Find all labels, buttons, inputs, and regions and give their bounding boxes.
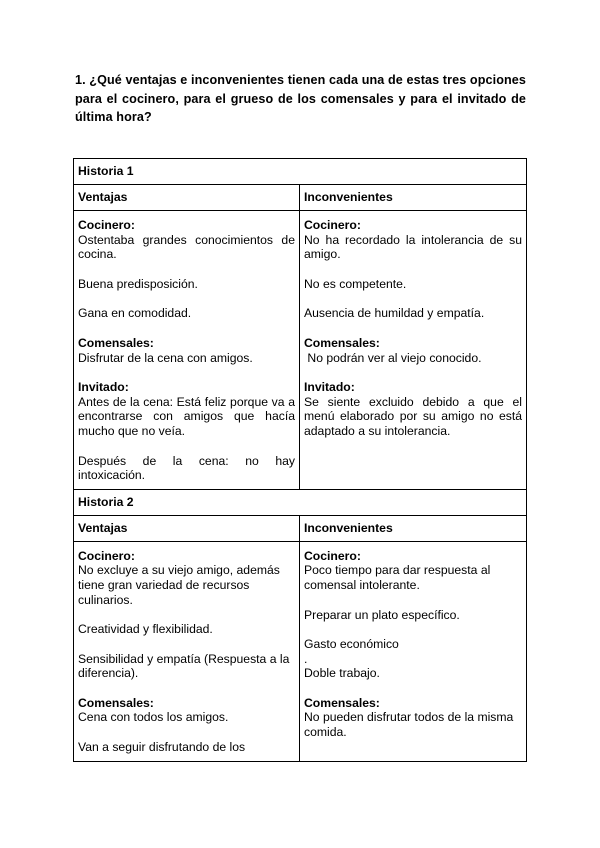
story-1-ventajas-cell bbox=[74, 211, 300, 490]
stories-table bbox=[73, 158, 527, 762]
s1-i-cocinero-item: No ha recordado la intolerancia de su amigo. bbox=[304, 232, 523, 262]
story-2-ventajas-header: Ventajas bbox=[74, 515, 300, 541]
story-1-header-row bbox=[74, 185, 527, 211]
s1-i-invitado-title: Invitado: bbox=[304, 380, 355, 395]
s2-v-cocinero-item: Creatividad y flexibilidad. bbox=[78, 622, 213, 637]
s2-i-comensales-item: No pueden disfrutar todos de la misma comida. bbox=[304, 710, 514, 740]
s1-i-invitado-item: Se siente excluido debido a que el menú elaborado por su amigo no está adaptado a su intolerancia. bbox=[304, 394, 523, 438]
s1-i-comensales-title: Comensales: bbox=[304, 335, 380, 350]
story-2-inconvenientes-header: Inconvenientes bbox=[300, 515, 527, 541]
s2-i-cocinero-item: Doble trabajo. bbox=[304, 666, 380, 681]
s1-i-cocinero-title: Cocinero: bbox=[304, 218, 361, 232]
s1-v-comensales-title: Comensales: bbox=[78, 335, 154, 350]
story-2-header-row bbox=[74, 515, 527, 541]
story-2-content-row bbox=[74, 541, 527, 761]
story-1-title: Historia 1 bbox=[74, 159, 527, 185]
s2-i-cocinero-item: Poco tiempo para dar respuesta al comensal intolerante. bbox=[304, 563, 491, 592]
s2-v-cocinero-item: Sensibilidad y empatía (Respuesta a la diferencia). bbox=[78, 651, 290, 681]
s2-i-comensales-title: Comensales: bbox=[304, 695, 380, 710]
story-1-ventajas-header: Ventajas bbox=[74, 185, 300, 211]
question-text: 1. ¿Qué ventajas e inconvenientes tienen cada una de estas tres opciones para el cocinero, para el grueso de los comensales y para el invitado de última hora? bbox=[75, 73, 526, 124]
s2-i-cocinero-item: . bbox=[304, 651, 308, 666]
story-2-inconvenientes-cell bbox=[300, 541, 527, 761]
s2-v-comensales-item: Cena con todos los amigos. bbox=[78, 710, 229, 725]
s2-v-cocinero-item: No excluye a su viejo amigo, además tiene gran variedad de recursos culinarios. bbox=[78, 563, 280, 607]
s1-v-invitado-title: Invitado: bbox=[78, 380, 129, 395]
s2-v-cocinero-title: Cocinero: bbox=[78, 548, 135, 563]
s1-i-cocinero-item: No es competente. bbox=[304, 276, 407, 291]
s2-v-comensales-item: Van a seguir disfrutando de los bbox=[78, 740, 246, 755]
story-2-ventajas-cell bbox=[74, 541, 300, 761]
s1-v-cocinero-item: Ostentaba grandes conocimientos de cocina. bbox=[78, 232, 295, 262]
s2-i-cocinero-item: Gasto económico bbox=[304, 637, 399, 652]
story-1-title-row bbox=[74, 159, 527, 185]
story-1-inconvenientes-header: Inconvenientes bbox=[300, 185, 527, 211]
s1-v-invitado-item: Antes de la cena: Está feliz porque va a encontrarse con amigos que hacía mucho que no veía. bbox=[78, 394, 295, 438]
s1-v-invitado-item: Después de la cena: no hay intoxicación. bbox=[78, 453, 295, 483]
story-2-title-row bbox=[74, 489, 527, 515]
s1-i-comensales-item: No podrán ver al viejo conocido. bbox=[304, 350, 482, 365]
story-1-content-row bbox=[74, 211, 527, 490]
s2-v-comensales-title: Comensales: bbox=[78, 695, 154, 710]
s1-v-comensales-item: Disfrutar de la cena con amigos. bbox=[78, 350, 253, 365]
s1-v-cocinero-title: Cocinero: bbox=[78, 218, 135, 232]
s2-i-cocinero-title: Cocinero: bbox=[304, 548, 361, 563]
story-1-inconvenientes-cell bbox=[300, 211, 527, 490]
s2-i-cocinero-item: Preparar un plato específico. bbox=[304, 607, 460, 622]
story-2-title: Historia 2 bbox=[74, 489, 527, 515]
s1-v-cocinero-item: Buena predisposición. bbox=[78, 276, 198, 291]
s1-v-cocinero-item: Gana en comodidad. bbox=[78, 306, 192, 321]
s1-i-cocinero-item: Ausencia de humildad y empatía. bbox=[304, 306, 485, 321]
